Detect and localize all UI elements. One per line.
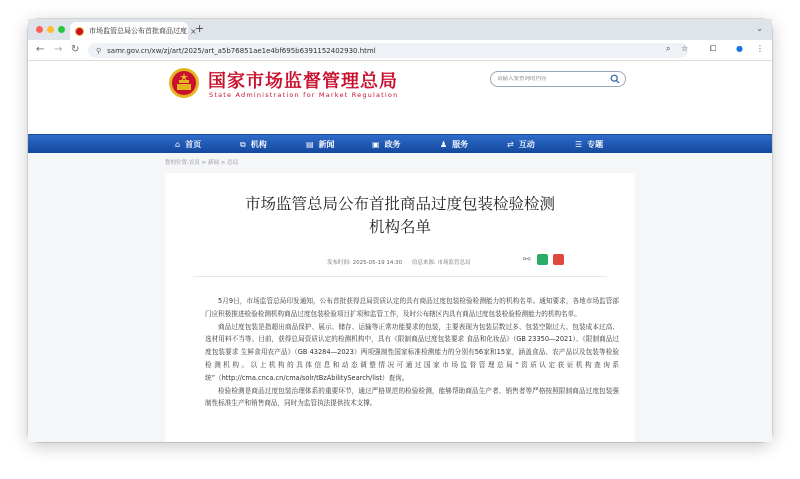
extensions-icon[interactable]: ⧠ [710,44,717,53]
tab-strip [28,19,772,40]
nav-item-gov[interactable] [372,139,401,150]
share-icon[interactable]: ⚯ [523,254,531,265]
gov-icon: ▣ [372,140,380,149]
more-menu-icon[interactable]: ⋮ [756,44,764,53]
org-icon: ⧉ [240,139,246,149]
topic-icon: ☰ [575,140,583,149]
back-icon[interactable]: ← [36,44,45,55]
nav-item-interact[interactable] [507,139,535,150]
site-search [490,71,626,87]
publish-time: 发布时间: 2025-05-19 14:30 [327,260,403,266]
tab-title: 市场监管总局公布首批商品过度 [89,27,187,35]
news-icon: ▤ [306,140,314,149]
article-title-line: 机构名单 [368,218,431,236]
site-info-icon[interactable]: ⚲ [96,46,102,55]
profile-icon[interactable]: ● [736,44,743,53]
service-icon: ♟ [440,140,448,149]
site-header [28,61,772,133]
reload-icon[interactable]: ↻ [71,44,80,55]
nav-item-label: 服务 [452,140,469,149]
site-title-english: State Administration for Market Regulation [209,91,399,99]
nav-item-label: 政务 [384,140,401,149]
tab-close-icon[interactable]: × [190,26,197,36]
breadcrumb[interactable]: 您的位置:首页 > 新闻 > 总局 [165,160,239,166]
weibo-share-icon[interactable] [553,254,564,265]
nav-item-org[interactable] [240,139,267,150]
nav-item-topic[interactable] [575,139,603,150]
article-meta [327,258,471,266]
web-page [28,61,772,442]
new-tab-button[interactable]: + [195,22,205,35]
bookmark-star-icon[interactable]: ☆ [681,44,689,53]
interact-icon: ⇄ [507,140,514,149]
site-favicon-icon [75,27,84,36]
home-icon: ⌂ [175,140,181,149]
search-icon[interactable] [610,74,620,84]
search-input[interactable] [497,76,607,82]
address-bar[interactable] [88,43,688,58]
maximize-window-button[interactable] [58,26,65,33]
url-text[interactable]: samr.gov.cn/xw/zj/art/2025/art_a5b76851ae1e4bf695b6391152402930.html [107,46,376,55]
nav-item-label: 互动 [518,140,535,149]
main-nav [28,134,772,153]
nav-item-label: 首页 [185,140,202,149]
share-bar [523,254,564,265]
minimize-window-button[interactable] [47,26,54,33]
nav-item-news[interactable] [306,139,335,150]
close-window-button[interactable] [36,26,43,33]
article-body [205,295,619,410]
wechat-share-icon[interactable] [537,254,548,265]
article-paragraph: 5月9日，市场监管总局印发通知，公布首批获得总局资质认定的具有商品过度包装检验检测能力的机构名单。通知要求，各地市场监管部门应积极推进检验检测机构商品过度包装检验项目扩项和监管工作，及时公布辖区内具有商品过度包装检验检测能力的机构名单。 [205,297,619,318]
article-paragraph: 商品过度包装是指超出商品保护、展示、储存、运输等正常功能要求的包装，主要表现为包装层数过多、包装空隙过大、包装成本过高、选材用料不当等。目前，获得总局资质认定的检测机构中，具有《限制商品过度包装要求 食品和化妆品》（GB 23350—2021）、《限制商品过度包装要求 生鲜食用农产品》（GB 43284—2023）两项强制性国家标准检测能力的分别有56家和15家，涵盖食品、农产品以及包装等检验检测机构。以上机构的具体信息和动态调整情况可通过国家市场监督管理总局“资质认定获证机构查询系统”（http://cma.cnca.cn/cma/solr/tBzAbilitySearch/list）查询。 [205,322,619,382]
zoom-icon[interactable]: ⌕ [666,44,671,53]
nav-item-service[interactable] [440,139,468,150]
nav-item-label: 机构 [250,140,267,149]
divider [193,276,607,277]
article-title-line: 市场监管总局公布首批商品过度包装检验检测 [244,195,555,213]
article-paragraph: 检验检测是商品过度包装治理体系的重要环节，通过严格规范的检验检测，能够帮助商品生产者、销售者等严格按照限制商品过度包装强制性标准生产和销售商品，同时为监管执法提供技术支撑。 [205,386,619,408]
browser-window [28,19,772,442]
browser-toolbar [28,40,772,61]
article-source: 信息来源: 市场监管总局 [411,260,471,266]
forward-icon[interactable]: → [54,44,63,55]
browser-tab[interactable] [70,22,197,40]
site-title[interactable]: 国家市场监督管理总局 [208,71,398,92]
nav-item-label: 新闻 [318,140,335,149]
nav-item-label: 专题 [587,140,604,149]
nav-item-home[interactable] [175,139,201,150]
tab-search-icon[interactable]: ⌄ [756,24,763,33]
article-title [165,193,635,239]
national-emblem-icon [168,67,200,99]
article-card [165,173,635,442]
